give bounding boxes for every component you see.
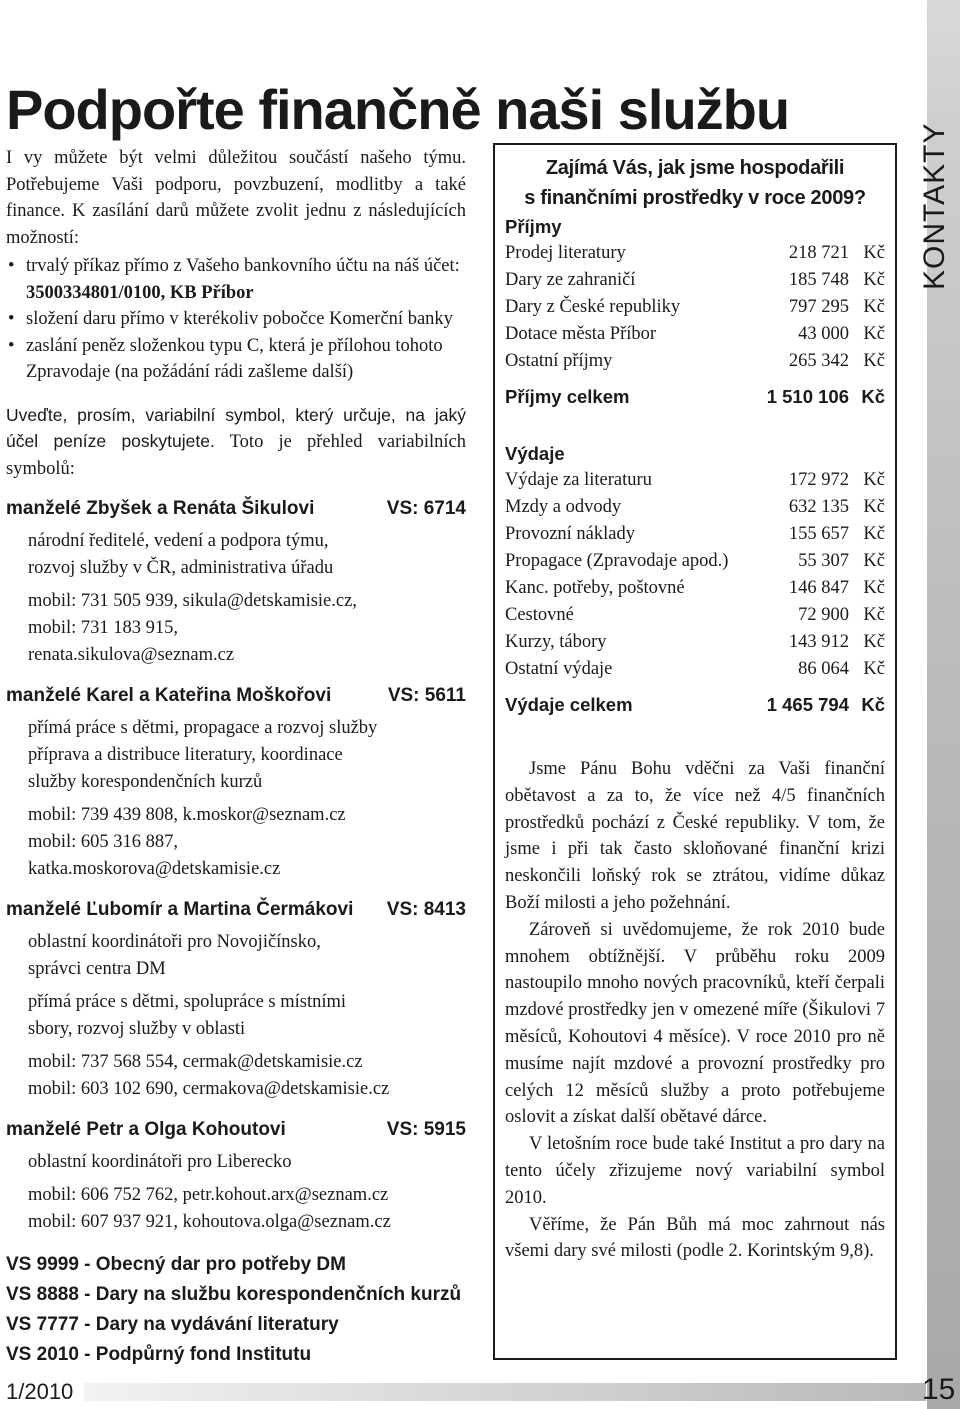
commentary-paragraph: Zároveň si uvědomujeme, že rok 2010 bude mnohem obtížnější. V průběhu roku 2009 nastoupilo mnoho nových pracovníků, kteří čerpali mzdové prostředky jen v omezené míře (Šikulovi 7 měsíců, Kohoutovi 4 měsíce). V roce 2010 pro ně musíme najít mzdové a provozní prostředky pro celých 12 měsíců služby a proto potřebujeme oslovit a získat další obětavé dárce. (505, 919, 885, 1128)
vs-item: VS 2010 - Podpůrný fond Institutu (6, 1343, 312, 1365)
commentary-paragraph: V letošním roce bude také Institut a pro dary na tento účely zřizujeme nový variabilní symbol 2010. (505, 1134, 885, 1208)
row-currency: Kč (863, 578, 885, 598)
row-amount: 218 721 (788, 243, 849, 263)
row-amount: 185 748 (788, 270, 849, 290)
contact-line: mobil: 731 183 915, (28, 617, 179, 638)
row-currency: Kč (861, 694, 885, 715)
contact-line: mobil: 606 752 762, petr.kohout.arx@seznam.cz (28, 1184, 389, 1205)
footer-bar (84, 1383, 926, 1401)
row-amount: 55 307 (798, 551, 849, 571)
row-amount: 632 135 (788, 497, 849, 517)
row-label: Příjmy celkem (505, 386, 630, 407)
row-currency: Kč (863, 243, 885, 263)
row-amount: 143 912 (788, 632, 849, 652)
contact-line: oblastní koordinátoři pro Novojičínsko, (28, 931, 321, 952)
expense-total-row (505, 691, 885, 718)
finance-commentary (495, 756, 895, 1265)
row-amount: 86 064 (798, 659, 849, 679)
row-label: Cestovné (505, 605, 574, 625)
contact-block (6, 683, 466, 883)
finance-row (505, 575, 885, 602)
contact-header (6, 897, 466, 923)
finance-row (505, 267, 885, 294)
contact-line: přímá práce s dětmi, propagace a rozvoj služby (28, 717, 378, 738)
contact-line: přímá práce s dětmi, spolupráce s místními (28, 991, 347, 1012)
row-currency: Kč (863, 632, 885, 652)
contact-line: mobil: 731 505 939, sikula@detskamisie.cz, (28, 590, 357, 611)
contact-vs: VS: 5611 (387, 684, 466, 706)
row-label: Výdaje za literaturu (505, 470, 652, 490)
finance-row (505, 467, 885, 494)
people-list (6, 496, 466, 1236)
row-label: Výdaje celkem (505, 694, 633, 715)
left-column (6, 145, 466, 1370)
row-currency: Kč (863, 605, 885, 625)
row-amount: 172 972 (788, 470, 849, 490)
finance-row (505, 240, 885, 267)
contact-vs: VS: 6714 (386, 497, 466, 519)
vs-list (6, 1250, 466, 1370)
total-row (505, 691, 885, 718)
row-label: Kurzy, tábory (505, 632, 607, 652)
row-label: Provozní náklady (505, 524, 635, 544)
vs-intro-paragraph (6, 402, 466, 482)
total-row (505, 383, 885, 410)
row-label: Ostatní příjmy (505, 351, 613, 371)
donation-options-list (6, 253, 466, 386)
row-label: Mzdy a odvody (505, 497, 622, 517)
row-currency: Kč (861, 386, 885, 407)
row-currency: Kč (863, 270, 885, 290)
contact-block (6, 496, 466, 669)
commentary-paragraph: Věříme, že Pán Bůh má moc zahrnout nás všemi dary své milosti (podle 2. Korintským 9,8). (505, 1214, 885, 1262)
finance-title-line-1: Zajímá Vás, jak jsme hospodařili (545, 157, 845, 179)
finance-box (493, 143, 897, 1360)
donation-option (6, 253, 466, 306)
contact-name: manželé Petr a Olga Kohoutovi (6, 1118, 286, 1140)
donation-option (6, 306, 466, 333)
income-table (505, 240, 885, 375)
contact-line: rozvoj služby v ČR, administrativa úřadu (28, 557, 334, 578)
contact-body (6, 929, 466, 1103)
vs-item: VS 9999 - Obecný dar pro potřeby DM (6, 1253, 346, 1275)
contact-line: příprava a distribuce literatury, koordinace (28, 744, 343, 765)
finance-row (505, 294, 885, 321)
expense-table (505, 467, 885, 683)
vs-item: VS 7777 - Dary na vydávání literatury (6, 1313, 339, 1335)
issue-number: 1/2010 (6, 1379, 74, 1404)
contact-body (6, 528, 466, 669)
row-label: Ostatní výdaje (505, 659, 613, 679)
contact-line: mobil: 737 568 554, cermak@detskamisie.cz (28, 1051, 363, 1072)
finance-row (505, 321, 885, 348)
contact-block (6, 897, 466, 1103)
contact-line: mobil: 605 316 887, (28, 831, 179, 852)
contact-line: mobil: 607 937 921, kohoutova.olga@seznam.cz (28, 1211, 391, 1232)
contact-header (6, 1117, 466, 1143)
contact-vs: VS: 5915 (386, 1118, 466, 1140)
option-text: složení daru přímo v kterékoliv pobočce Komerční banky (26, 309, 453, 329)
row-currency: Kč (863, 470, 885, 490)
vs-intro-serif: Toto je přehled variabilních symbolů: (6, 431, 466, 479)
contact-name: manželé Zbyšek a Renáta Šikulovi (6, 497, 315, 519)
row-amount: 146 847 (788, 578, 849, 598)
contact-block (6, 1117, 466, 1236)
contact-line: správci centra DM (28, 958, 166, 979)
row-label: Prodej literatury (505, 243, 626, 263)
income-heading: Příjmy (505, 216, 562, 237)
bank-account: 3500334801/0100, KB Příbor (26, 282, 254, 303)
row-label: Kanc. potřeby, poštovné (505, 578, 685, 598)
finance-title-line-2: s finančními prostředky v roce 2009? (524, 187, 866, 209)
finance-row (505, 494, 885, 521)
option-text: zaslání peněz složenkou typu C, která je přílohou tohoto Zpravodaje (na požádání rádi zašleme další) (26, 335, 443, 382)
row-currency: Kč (863, 551, 885, 571)
income-total-row (505, 383, 885, 410)
row-amount: 797 295 (788, 297, 849, 317)
contact-line: renata.sikulova@seznam.cz (28, 644, 235, 665)
donation-option (6, 333, 466, 386)
contact-line: mobil: 603 102 690, cermakova@detskamisie.cz (28, 1078, 390, 1099)
finance-row (505, 348, 885, 375)
vs-item: VS 8888 - Dary na službu korespondenčních kurzů (6, 1283, 462, 1305)
finance-row (505, 548, 885, 575)
row-currency: Kč (863, 659, 885, 679)
row-label: Dary z České republiky (505, 297, 681, 317)
contact-line: sbory, rozvoj služby v oblasti (28, 1018, 246, 1039)
row-amount: 1 465 794 (766, 694, 849, 715)
commentary-paragraph: Jsme Pánu Bohu vděčni za Vaši finanční obětavost a za to, že více než 4/5 finančních prostředků pochází z České republiky. V tom, že jsme i při tak často skloňované finanční krizi neskončili loňský rok se ztrátou, vidíme důkaz Boží milosti a jeho požehnání. (505, 759, 885, 913)
expense-heading: Výdaje (505, 443, 565, 464)
intro-paragraph: I vy můžete být velmi důležitou součástí našeho týmu. Potřebujeme Vaši podporu, povzbuzení, modlitby a také finance. K zasílání darů můžete zvolit jednu z následujících možností: (6, 148, 466, 248)
page-number: 15 (922, 1373, 956, 1406)
row-label: Dotace města Příbor (505, 324, 657, 344)
contact-line: služby korespondenčních kurzů (28, 771, 263, 792)
contact-name: manželé Ľubomír a Martina Čermákovi (6, 898, 354, 920)
finance-row (505, 629, 885, 656)
vs-intro-sans: Uveďte, prosím, variabilní symbol, který určuje, na jaký účel peníze poskytujete. (6, 404, 466, 451)
contact-body (6, 1149, 466, 1236)
finance-tables (495, 213, 895, 718)
contact-body (6, 715, 466, 883)
contact-name: manželé Karel a Kateřina Moškořovi (6, 684, 332, 706)
finance-row (505, 602, 885, 629)
row-currency: Kč (863, 524, 885, 544)
row-label: Propagace (Zpravodaje apod.) (505, 551, 729, 571)
row-currency: Kč (863, 297, 885, 317)
contact-vs: VS: 8413 (386, 898, 466, 920)
row-amount: 1 510 106 (766, 386, 849, 407)
finance-row (505, 521, 885, 548)
row-currency: Kč (863, 351, 885, 371)
contact-line: katka.moskorova@detskamisie.cz (28, 858, 281, 879)
row-label: Dary ze zahraničí (505, 270, 636, 290)
row-amount: 72 900 (798, 605, 849, 625)
contact-line: oblastní koordinátoři pro Liberecko (28, 1151, 292, 1172)
finance-row (505, 656, 885, 683)
contact-line: národní ředitelé, vedení a podpora týmu, (28, 530, 329, 551)
contact-header (6, 683, 466, 709)
contact-line: mobil: 739 439 808, k.moskor@seznam.cz (28, 804, 346, 825)
row-amount: 155 657 (788, 524, 849, 544)
row-currency: Kč (863, 324, 885, 344)
option-text: trvalý příkaz přímo z Vašeho bankovního účtu na náš účet: (26, 256, 460, 276)
finance-title (495, 153, 895, 213)
sidebar-label: KONTAKTY (918, 122, 951, 290)
row-amount: 265 342 (788, 351, 849, 371)
row-amount: 43 000 (798, 324, 849, 344)
row-currency: Kč (863, 497, 885, 517)
page-title: Podpořte finančně naši službu (6, 78, 790, 141)
contact-header (6, 496, 466, 522)
